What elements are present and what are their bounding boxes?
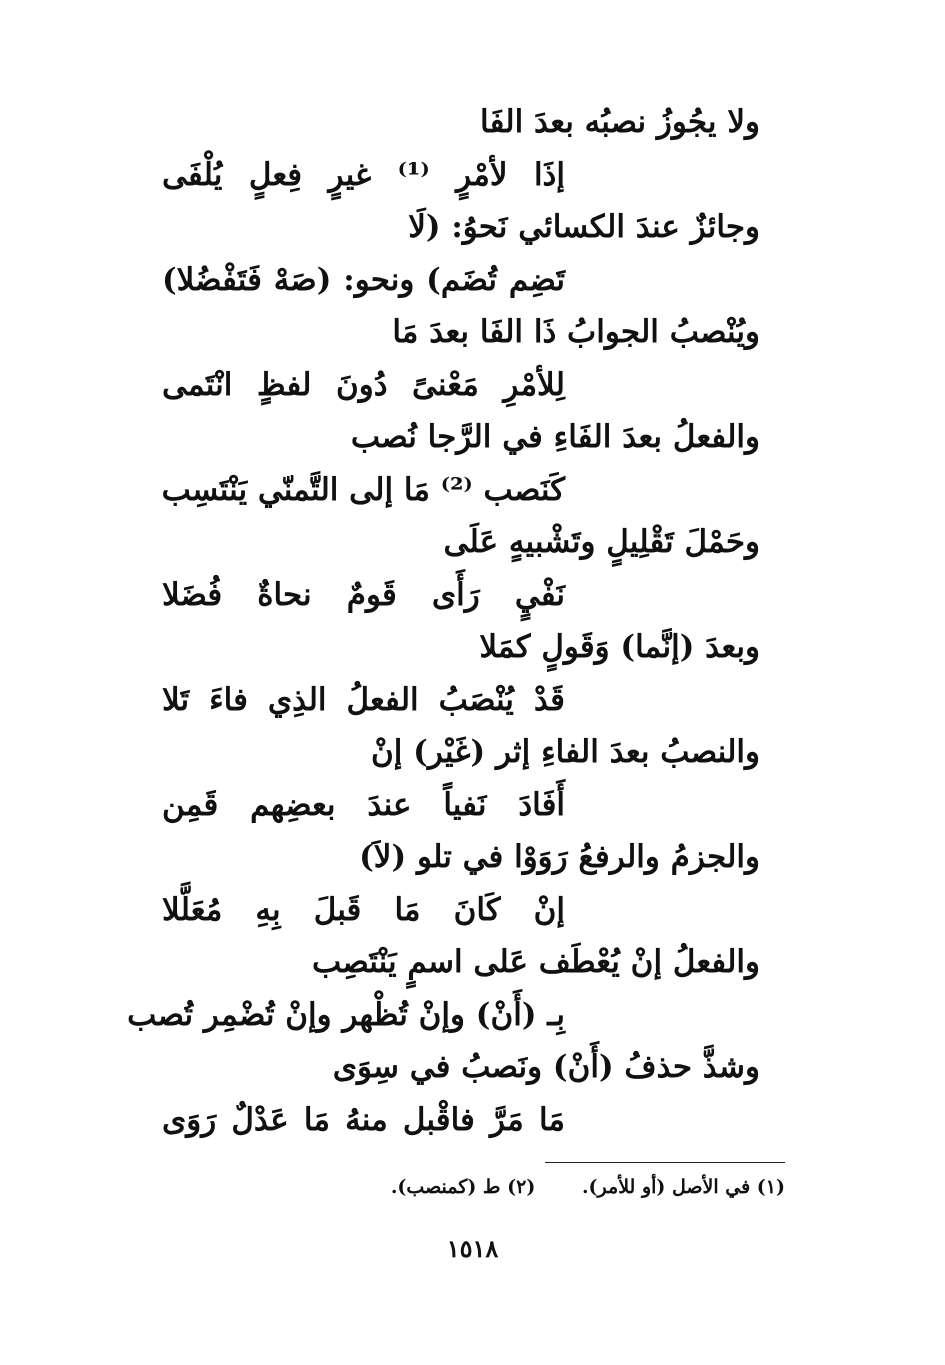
verse-second-hemistich: تَضِم تُضَم) ونحو: (صَهْ فَتَفْضُلا) <box>162 261 565 298</box>
verse-second-hemistich: قَدْ يُنْصَبُ الفعلُ الذِي فاءَ تَلا <box>162 681 565 718</box>
verse-second-hemistich: لِلأمْرِ مَعْنىً دُونَ لفظٍ انْتَمى <box>162 366 565 403</box>
verse-first-hemistich: والفعلُ بعدَ الفَاءِ في الرَّجا نُصب <box>350 419 760 455</box>
verse-first-hemistich: والفعلُ إنْ يُعْطَف عَلى اسمٍ يَنْتَصِب <box>311 944 760 980</box>
page-number: ١٥١٨ <box>446 1234 499 1263</box>
verse-second-hemistich: كَنَصب ⁽²⁾ مَا إلى التَّمنّي يَنْتَسِب <box>161 471 565 508</box>
verse-second-hemistich: مَا مَرَّ فاقْبل منهُ مَا عَدْلٌ رَوَى <box>162 1101 565 1138</box>
verse-first-hemistich: وجائزٌ عندَ الكسائي نَحوُ: (لَا <box>408 209 760 245</box>
footnote-2: (٢) ط (كمنصب). <box>390 1176 536 1198</box>
verse-second-hemistich: إذَا لأمْرٍ ⁽¹⁾ غيرٍ فِعلٍ يُلْفَى <box>162 156 565 193</box>
verse-first-hemistich: والجزمُ والرفعُ رَوَوْا في تلو (لاَ) <box>359 839 760 875</box>
verse-second-hemistich: إنْ كَانَ مَا قَبلَ بِهِ مُعَلَّلا <box>162 891 565 928</box>
verse-first-hemistich: وشذَّ حذفُ (أَنْ) ونَصبُ في سِوَى <box>332 1049 760 1085</box>
verse-first-hemistich: والنصبُ بعدَ الفاءِ إثر (غَيْر) إنْ <box>370 734 760 770</box>
footnotes <box>225 1176 785 1198</box>
footnote-separator <box>545 1162 785 1163</box>
verse-second-hemistich: بِـ (أَنْ) وإنْ تُظْهر وإنْ تُضْمِر تُصب <box>127 996 565 1033</box>
footnote-1: (١) في الأصل (أو للأمر). <box>581 1176 785 1198</box>
verse-second-hemistich: نَفْيٍ رَأَى قَومٌ نحاةٌ فُضَلا <box>162 576 565 613</box>
poem-verses <box>127 96 780 1146</box>
verse-first-hemistich: ويُنْصبُ الجوابُ ذَا الفَا بعدَ مَا <box>392 314 760 350</box>
verse-first-hemistich: وحَمْلَ تَقْلِيلٍ وتَشْبيهٍ عَلَى <box>443 524 760 560</box>
verse-first-hemistich: وبعدَ (إنَّما) وَقَولٍ كمَلا <box>479 629 760 665</box>
verse-first-hemistich: ولا يجُوزُ نصبُه بعدَ الفَا <box>480 104 760 140</box>
verse-second-hemistich: أَفَادَ نَفياً عندَ بعضِهم قَمِن <box>162 786 565 823</box>
